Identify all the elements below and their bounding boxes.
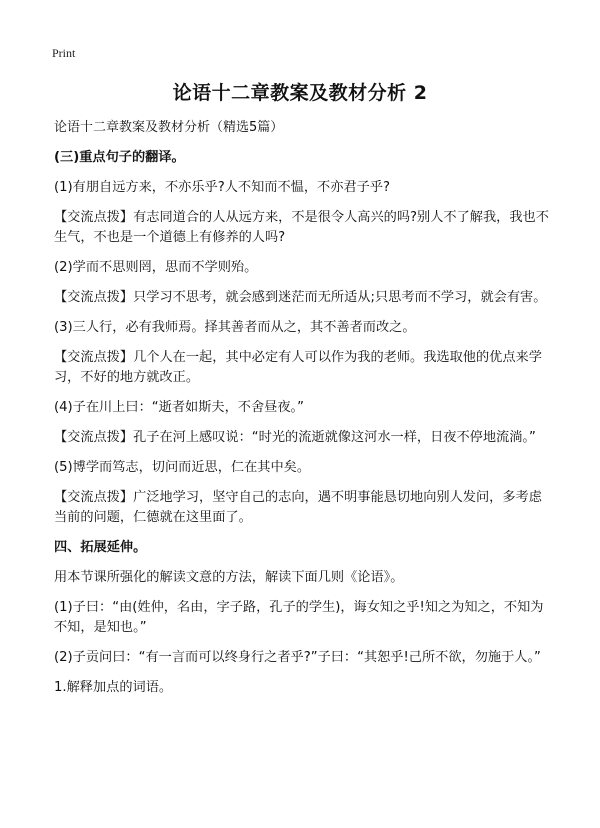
paragraph: (4)子在川上曰：“逝者如斯夫，不舍昼夜。” xyxy=(54,400,304,415)
page-title: 论语十二章教案及教材分析 2 xyxy=(172,82,428,104)
paragraph: 【交流点拨】广泛地学习，坚守自己的志向，遇不明事能恳切地向别人发问，多考虑当前的问题，仁德就在这里面了。 xyxy=(54,490,542,525)
paragraph: 【交流点拨】孔子在河上感叹说：“时光的流逝就像这河水一样，日夜不停地流淌。” xyxy=(54,430,536,445)
paragraph: (5)博学而笃志，切问而近思，仁在其中矣。 xyxy=(54,460,311,475)
paragraph: (2)子贡问曰：“有一言而可以终身行之者乎?”子曰：“其恕乎!己所不欲，勿施于人。” xyxy=(54,650,541,665)
document-subtitle: 论语十二章教案及教材分析（精选5篇） xyxy=(54,120,284,135)
paragraph: 用本节课所强化的解读文意的方法，解读下面几则《论语》。 xyxy=(54,570,404,585)
section-heading: (三)重点句子的翻译。 xyxy=(54,150,185,165)
paragraph: 【交流点拨】只学习不思考，就会感到迷茫而无所适从;只思考而不学习，就会有害。 xyxy=(54,290,547,305)
paragraph: 1.解释加点的词语。 xyxy=(54,680,173,695)
paragraph: (1)子曰：“由(姓仲，名由，字子路，孔子的学生)，诲女知之乎!知之为知之，不知为不知，是知也。” xyxy=(54,600,544,635)
print-link[interactable]: Print xyxy=(52,46,76,60)
paragraph: (1)有朋自远方来，不亦乐乎?人不知而不愠，不亦君子乎? xyxy=(54,180,390,195)
paragraph: 【交流点拨】几个人在一起，其中必定有人可以作为我的老师。我选取他的优点来学习，不好的地方就改正。 xyxy=(54,350,542,385)
paragraph: (2)学而不思则罔，思而不学则殆。 xyxy=(54,260,258,275)
paragraph: 【交流点拨】有志同道合的人从远方来，不是很令人高兴的吗?别人不了解我，我也不生气，不也是一个道德上有修养的人吗? xyxy=(54,210,549,245)
document-body xyxy=(54,118,554,708)
paragraph: (3)三人行，必有我师焉。择其善者而从之，其不善者而改之。 xyxy=(54,320,416,335)
section-heading: 四、拓展延伸。 xyxy=(54,540,147,555)
